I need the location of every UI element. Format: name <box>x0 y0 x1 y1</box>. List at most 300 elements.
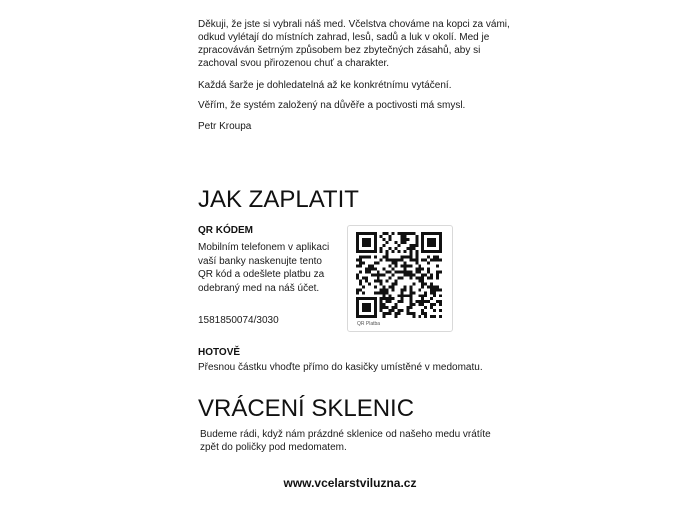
qr-module <box>362 291 365 294</box>
qr-module <box>371 265 374 268</box>
qr-module <box>365 297 368 300</box>
qr-module <box>415 268 418 271</box>
qr-module <box>392 232 395 235</box>
qr-module <box>439 288 442 291</box>
qr-module <box>374 262 377 265</box>
cash-instructions: Přesnou částku vhoďte přímo do kasičky umístěné v medomatu. <box>198 362 483 373</box>
qr-module <box>433 256 436 259</box>
qr-module <box>403 235 406 238</box>
qr-module <box>377 271 380 274</box>
qr-module <box>362 241 365 244</box>
qr-module <box>427 262 430 265</box>
qr-module <box>386 306 389 309</box>
qr-module <box>374 291 377 294</box>
qr-module <box>398 300 401 303</box>
qr-module <box>359 232 362 235</box>
qr-module <box>392 288 395 291</box>
qr-module <box>356 303 359 306</box>
qr-module <box>368 265 371 268</box>
qr-module <box>383 244 386 247</box>
qr-module <box>430 282 433 285</box>
qr-module <box>406 294 409 297</box>
qr-module <box>421 312 424 315</box>
qr-module <box>409 312 412 315</box>
qr-module <box>406 309 409 312</box>
qr-module <box>421 279 424 282</box>
qr-module <box>383 294 386 297</box>
qr-module <box>418 288 421 291</box>
qr-module <box>374 256 377 259</box>
qr-module <box>359 288 362 291</box>
qr-module <box>359 259 362 262</box>
qr-module <box>439 238 442 241</box>
qr-module <box>415 241 418 244</box>
qr-module <box>365 232 368 235</box>
qr-module <box>383 315 386 318</box>
qr-module <box>395 262 398 265</box>
qr-module <box>398 244 401 247</box>
qr-module <box>430 259 433 262</box>
qr-module <box>424 300 427 303</box>
qr-module <box>389 276 392 279</box>
qr-module <box>371 297 374 300</box>
qr-module <box>374 309 377 312</box>
qr-module <box>392 285 395 288</box>
qr-module <box>415 244 418 247</box>
qr-module <box>395 312 398 315</box>
qr-module <box>418 300 421 303</box>
qr-module <box>365 256 368 259</box>
qr-module <box>374 306 377 309</box>
qr-module <box>368 303 371 306</box>
qr-module <box>406 312 409 315</box>
qr-module <box>409 256 412 259</box>
qr-module <box>356 235 359 238</box>
qr-module <box>427 244 430 247</box>
qr-module <box>427 271 430 274</box>
qr-module <box>406 256 409 259</box>
qr-module <box>400 265 403 268</box>
returns-heading: VRÁCENÍ SKLENIC <box>198 395 415 422</box>
qr-module <box>392 309 395 312</box>
qr-module <box>392 250 395 253</box>
qr-module <box>439 235 442 238</box>
qr-module <box>368 306 371 309</box>
qr-module <box>430 276 433 279</box>
qr-module <box>398 271 401 274</box>
qr-payment-card <box>347 225 453 332</box>
qr-module <box>368 268 371 271</box>
qr-module <box>433 303 436 306</box>
qr-module <box>389 312 392 315</box>
qr-module <box>380 303 383 306</box>
qr-module <box>430 303 433 306</box>
qr-module <box>356 238 359 241</box>
qr-module <box>418 279 421 282</box>
qr-module <box>359 256 362 259</box>
qr-module <box>418 268 421 271</box>
qr-module <box>362 303 365 306</box>
qr-module <box>415 259 418 262</box>
qr-module <box>362 297 365 300</box>
qr-module <box>362 285 365 288</box>
qr-module <box>368 282 371 285</box>
qr-module <box>386 300 389 303</box>
qr-module <box>430 297 433 300</box>
qr-module <box>421 244 424 247</box>
qr-module <box>374 279 377 282</box>
qr-module <box>383 274 386 277</box>
qr-instructions: Mobilním telefonem v aplikaci vaší banky naskenujte tento QR kód a odešlete platbu za odebraný med na náš účet. <box>198 242 330 294</box>
qr-module <box>365 306 368 309</box>
qr-module <box>398 232 401 235</box>
qr-module <box>427 276 430 279</box>
qr-module <box>400 259 403 262</box>
qr-module <box>365 271 368 274</box>
qr-module <box>368 271 371 274</box>
qr-module <box>436 256 439 259</box>
qr-module <box>365 303 368 306</box>
qr-module <box>418 265 421 268</box>
qr-module <box>377 291 380 294</box>
qr-module <box>421 241 424 244</box>
qr-module <box>403 274 406 277</box>
qr-module <box>430 274 433 277</box>
qr-module <box>430 250 433 253</box>
qr-module <box>412 274 415 277</box>
qr-module <box>418 315 421 318</box>
cash-section-title: HOTOVĚ <box>198 347 241 358</box>
qr-module <box>409 276 412 279</box>
qr-module <box>424 306 427 309</box>
website-link[interactable]: www.vcelarstviluzna.cz <box>283 476 417 490</box>
qr-module <box>430 241 433 244</box>
qr-module <box>409 303 412 306</box>
qr-module <box>356 247 359 250</box>
qr-module <box>398 250 401 253</box>
qr-module <box>380 259 383 262</box>
qr-module <box>386 288 389 291</box>
qr-module <box>356 306 359 309</box>
qr-module <box>398 312 401 315</box>
qr-module <box>374 312 377 315</box>
qr-module <box>409 253 412 256</box>
qr-module <box>386 271 389 274</box>
qr-module <box>383 232 386 235</box>
qr-module <box>406 238 409 241</box>
qr-module <box>386 250 389 253</box>
qr-module <box>421 276 424 279</box>
qr-module <box>374 274 377 277</box>
qr-module <box>356 259 359 262</box>
qr-module <box>418 271 421 274</box>
qr-module <box>400 291 403 294</box>
qr-module <box>389 285 392 288</box>
qr-module <box>427 285 430 288</box>
qr-module <box>362 306 365 309</box>
traceability-text: Každá šarže je dohledatelná až ke konkrétnímu vytáčení. <box>198 80 452 91</box>
qr-module <box>395 279 398 282</box>
qr-module <box>421 274 424 277</box>
qr-module <box>374 247 377 250</box>
qr-module <box>395 259 398 262</box>
qr-module <box>439 250 442 253</box>
qr-module <box>400 294 403 297</box>
qr-module <box>356 309 359 312</box>
qr-module <box>380 300 383 303</box>
qr-module <box>400 276 403 279</box>
qr-module <box>383 306 386 309</box>
qr-module <box>371 250 374 253</box>
qr-module <box>415 300 418 303</box>
qr-module <box>398 276 401 279</box>
qr-module <box>365 238 368 241</box>
qr-module <box>400 300 403 303</box>
qr-module <box>374 268 377 271</box>
qr-module <box>365 276 368 279</box>
qr-module <box>406 274 409 277</box>
qr-module <box>383 285 386 288</box>
qr-module <box>392 297 395 300</box>
qr-module <box>403 256 406 259</box>
qr-module <box>389 294 392 297</box>
qr-module <box>380 288 383 291</box>
qr-module <box>403 262 406 265</box>
payment-heading: JAK ZAPLATIT <box>198 186 359 213</box>
qr-module <box>412 244 415 247</box>
qr-module <box>356 315 359 318</box>
qr-module <box>415 256 418 259</box>
qr-module <box>400 271 403 274</box>
qr-module <box>433 259 436 262</box>
qr-module <box>395 303 398 306</box>
qr-module <box>436 271 439 274</box>
qr-module <box>403 294 406 297</box>
qr-module <box>380 306 383 309</box>
qr-module <box>436 250 439 253</box>
qr-module <box>377 279 380 282</box>
qr-section-title: QR KÓDEM <box>198 225 253 236</box>
qr-module <box>430 288 433 291</box>
qr-module <box>409 300 412 303</box>
qr-module <box>409 306 412 309</box>
qr-module <box>380 309 383 312</box>
qr-module <box>380 247 383 250</box>
qr-module <box>433 315 436 318</box>
qr-module <box>365 250 368 253</box>
qr-module <box>383 288 386 291</box>
qr-module <box>395 265 398 268</box>
qr-module <box>380 235 383 238</box>
qr-module <box>389 238 392 241</box>
qr-module <box>427 256 430 259</box>
qr-module <box>433 291 436 294</box>
qr-module <box>374 285 377 288</box>
qr-module <box>368 309 371 312</box>
qr-module <box>389 247 392 250</box>
qr-module <box>383 312 386 315</box>
qr-module <box>356 297 359 300</box>
qr-module <box>433 309 436 312</box>
qr-module <box>409 271 412 274</box>
qr-module <box>356 291 359 294</box>
qr-module <box>380 279 383 282</box>
qr-module <box>412 247 415 250</box>
qr-module <box>392 306 395 309</box>
qr-module <box>439 300 442 303</box>
qr-module <box>421 297 424 300</box>
qr-module <box>415 271 418 274</box>
qr-module <box>386 253 389 256</box>
qr-module <box>359 250 362 253</box>
qr-module <box>359 262 362 265</box>
qr-module <box>362 315 365 318</box>
qr-module <box>421 235 424 238</box>
qr-module <box>365 268 368 271</box>
qr-module <box>436 285 439 288</box>
qr-module <box>362 250 365 253</box>
qr-module <box>409 288 412 291</box>
qr-module <box>386 256 389 259</box>
qr-module <box>362 232 365 235</box>
qr-module <box>415 250 418 253</box>
qr-module <box>362 276 365 279</box>
qr-module <box>439 241 442 244</box>
qr-module <box>400 238 403 241</box>
qr-module <box>395 315 398 318</box>
qr-module <box>368 256 371 259</box>
qr-module <box>403 241 406 244</box>
qr-module <box>433 285 436 288</box>
qr-module <box>433 288 436 291</box>
qr-module <box>392 262 395 265</box>
qr-module <box>409 247 412 250</box>
qr-module <box>403 238 406 241</box>
qr-module <box>383 303 386 306</box>
qr-module <box>421 259 424 262</box>
qr-module <box>406 271 409 274</box>
qr-module <box>386 291 389 294</box>
qr-module <box>415 253 418 256</box>
qr-module <box>424 312 427 315</box>
qr-module <box>386 259 389 262</box>
qr-module <box>400 256 403 259</box>
qr-module <box>368 297 371 300</box>
qr-module <box>421 247 424 250</box>
qr-module <box>409 265 412 268</box>
qr-module <box>430 285 433 288</box>
qr-module <box>395 306 398 309</box>
qr-module <box>365 279 368 282</box>
qr-module <box>427 268 430 271</box>
qr-module <box>439 294 442 297</box>
qr-module <box>421 294 424 297</box>
qr-module <box>362 262 365 265</box>
qr-module <box>430 232 433 235</box>
qr-module <box>368 244 371 247</box>
qr-module <box>421 232 424 235</box>
qr-module <box>356 244 359 247</box>
qr-module <box>406 306 409 309</box>
qr-module <box>368 232 371 235</box>
qr-module <box>371 268 374 271</box>
intro-paragraph: Děkuji, že jste si vybrali náš med. Včelstva chováme na kopci za vámi, odkud vylétají do místních zahrad, lesů, sadů a luk v okolí. Med je zpracováván šetrným způsobem bez zbytečných zásahů, aby si zachoval svou přirozenou chuť a charakter. <box>198 19 510 69</box>
qr-module <box>430 306 433 309</box>
qr-module <box>424 315 427 318</box>
qr-module <box>409 285 412 288</box>
qr-module <box>433 294 436 297</box>
qr-module <box>436 232 439 235</box>
qr-module <box>380 291 383 294</box>
qr-module <box>403 265 406 268</box>
qr-module <box>412 291 415 294</box>
qr-module <box>424 259 427 262</box>
qr-module <box>415 262 418 265</box>
qr-module <box>433 250 436 253</box>
qr-module <box>430 238 433 241</box>
qr-module <box>421 300 424 303</box>
qr-module <box>403 271 406 274</box>
qr-module <box>374 235 377 238</box>
qr-module <box>380 250 383 253</box>
qr-module <box>436 288 439 291</box>
qr-module <box>374 250 377 253</box>
qr-module <box>421 250 424 253</box>
qr-module <box>389 271 392 274</box>
qr-module <box>415 238 418 241</box>
qr-module <box>400 288 403 291</box>
qr-module <box>359 279 362 282</box>
qr-module <box>403 285 406 288</box>
qr-module <box>365 315 368 318</box>
qr-module <box>415 235 418 238</box>
qr-module <box>359 315 362 318</box>
qr-module <box>374 238 377 241</box>
qr-module <box>359 282 362 285</box>
qr-module <box>433 241 436 244</box>
qr-module <box>374 232 377 235</box>
qr-module <box>439 271 442 274</box>
qr-module <box>377 274 380 277</box>
qr-module <box>374 241 377 244</box>
qr-module <box>439 247 442 250</box>
qr-module <box>403 232 406 235</box>
qr-module <box>362 256 365 259</box>
qr-module <box>389 235 392 238</box>
qr-module <box>395 271 398 274</box>
qr-module <box>398 309 401 312</box>
qr-module <box>424 282 427 285</box>
qr-module <box>362 309 365 312</box>
qr-module <box>439 303 442 306</box>
qr-module <box>418 294 421 297</box>
qr-module <box>418 276 421 279</box>
qr-module <box>359 265 362 268</box>
qr-module <box>371 232 374 235</box>
qr-module <box>377 262 380 265</box>
qr-module <box>392 268 395 271</box>
qr-module <box>383 268 386 271</box>
qr-module <box>359 297 362 300</box>
qr-module <box>383 238 386 241</box>
qr-module <box>392 282 395 285</box>
qr-module <box>386 279 389 282</box>
qr-code <box>356 232 442 318</box>
qr-module <box>400 241 403 244</box>
qr-module <box>436 300 439 303</box>
qr-module <box>400 297 403 300</box>
qr-module <box>386 241 389 244</box>
